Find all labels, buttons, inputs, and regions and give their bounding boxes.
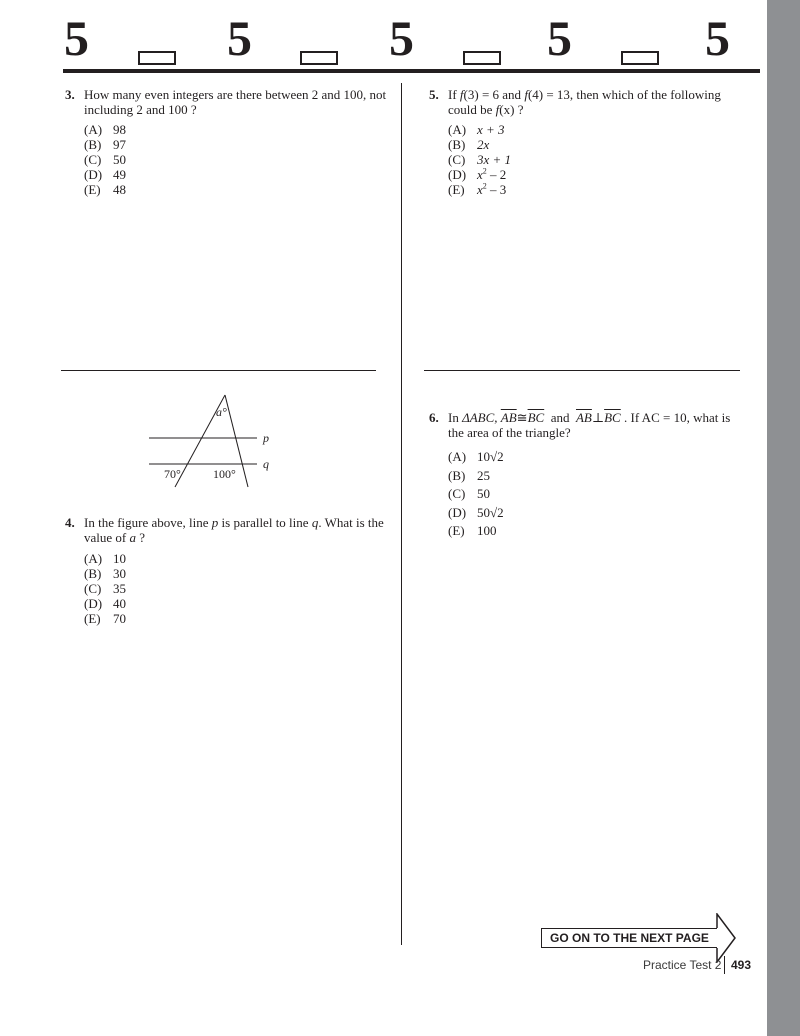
choice-value: 30 xyxy=(113,566,126,581)
next-page-banner: GO ON TO THE NEXT PAGE xyxy=(541,928,718,948)
answer-choice[interactable] xyxy=(84,137,126,152)
choice-label: (C) xyxy=(448,486,466,501)
choice-value: 25 xyxy=(477,467,490,483)
question-divider xyxy=(61,370,376,371)
section-digit: 5 xyxy=(389,10,414,66)
answer-choices xyxy=(448,448,504,541)
choice-label: (C) xyxy=(448,152,466,167)
choice-label: (A) xyxy=(84,122,103,137)
choice-value: x + 3 xyxy=(477,122,505,137)
choice-value: 97 xyxy=(113,137,126,152)
answer-choices xyxy=(84,551,126,626)
line-q-label: q xyxy=(263,457,269,471)
answer-choice[interactable] xyxy=(448,522,504,541)
arrow-right-icon xyxy=(716,913,738,963)
question-text: In ΔABC, $\overline{AB}≅\overline{BC}$ and $\overline{AB}\perp\overline{BC}$ . If AC = 10, what is xyxy=(448,410,731,425)
choice-value: $x^2 - 3$ xyxy=(477,181,507,197)
line-p-label: p xyxy=(263,431,269,445)
answer-choices xyxy=(84,122,126,197)
answer-choice[interactable] xyxy=(84,182,126,197)
question-text: How many even integers are there between 2 and 100, not xyxy=(84,87,387,102)
answer-choices xyxy=(448,122,511,197)
answer-choice[interactable] xyxy=(448,137,511,152)
choice-label: (C) xyxy=(84,581,102,596)
answer-choice[interactable] xyxy=(84,596,126,611)
choice-value: 50 xyxy=(477,486,490,501)
choice-value: 3x + 1 xyxy=(477,152,512,167)
choice-label: (B) xyxy=(84,566,102,581)
choice-value: 98 xyxy=(113,122,126,137)
choice-value: 10 xyxy=(113,551,126,566)
question-number: 3. xyxy=(65,87,75,102)
choice-value: $x^2 - 2$ xyxy=(477,166,507,182)
question-text: If f(3) = 6 and f(4) = 13, then which of the following xyxy=(448,87,721,102)
choice-label: (E) xyxy=(448,182,465,197)
choice-value: 49 xyxy=(113,167,126,182)
section-box xyxy=(300,51,338,65)
choice-label: (B) xyxy=(448,137,466,152)
choice-label: (B) xyxy=(448,467,466,483)
answer-choice[interactable] xyxy=(448,167,511,182)
test-name: Practice Test 2 xyxy=(643,958,722,972)
answer-choice[interactable] xyxy=(84,566,126,581)
choice-label: (E) xyxy=(84,611,101,626)
choice-label: (D) xyxy=(448,167,467,182)
question-text: including 2 and 100 ? xyxy=(84,102,197,117)
page-number: 493 xyxy=(731,958,752,972)
angle-a-label: a° xyxy=(216,405,227,419)
section-digit: 5 xyxy=(64,10,89,66)
header-rule xyxy=(63,69,760,73)
question-divider xyxy=(424,370,740,371)
choice-value: 40 xyxy=(113,596,126,611)
choice-value: 10√2 xyxy=(477,449,504,464)
choice-value: 2x xyxy=(477,137,490,152)
question-text: could be f(x) ? xyxy=(448,102,524,117)
choice-value: 100 xyxy=(477,523,497,538)
question-number: 6. xyxy=(429,410,439,425)
choice-value: 48 xyxy=(113,182,126,197)
section-box xyxy=(621,51,659,65)
answer-choice[interactable] xyxy=(84,611,126,626)
choice-label: (E) xyxy=(448,523,465,538)
choice-label: (D) xyxy=(84,596,103,611)
angle-70-label: 70° xyxy=(164,467,181,481)
column-divider xyxy=(401,83,402,945)
choice-value: 35 xyxy=(113,581,126,596)
answer-choice[interactable] xyxy=(84,122,126,137)
choice-label: (A) xyxy=(448,449,467,464)
section-digit: 5 xyxy=(227,10,252,66)
answer-choice[interactable] xyxy=(448,152,511,167)
choice-label: (A) xyxy=(84,551,103,566)
question-number: 5. xyxy=(429,87,439,102)
choice-label: (D) xyxy=(84,167,103,182)
answer-choice[interactable] xyxy=(448,448,504,467)
answer-choice[interactable] xyxy=(448,122,511,137)
answer-choice[interactable] xyxy=(448,182,511,197)
answer-choice[interactable] xyxy=(84,152,126,167)
section-box xyxy=(138,51,176,65)
answer-choice[interactable] xyxy=(448,485,504,504)
section-digit: 5 xyxy=(547,10,572,66)
angle-100-label: 100° xyxy=(213,467,236,481)
choice-label: (D) xyxy=(448,504,467,520)
choice-label: (C) xyxy=(84,152,102,167)
answer-choice[interactable] xyxy=(84,551,126,566)
choice-label: (E) xyxy=(84,182,101,197)
section-digit: 5 xyxy=(705,10,730,66)
answer-choice[interactable] xyxy=(448,467,504,486)
choice-value: 50 xyxy=(113,152,126,167)
answer-choice[interactable] xyxy=(448,504,504,523)
question-number: 4. xyxy=(65,515,75,530)
parallel-lines-figure xyxy=(140,392,280,492)
choice-label: (B) xyxy=(84,137,102,152)
section-box xyxy=(463,51,501,65)
footer-separator xyxy=(724,956,725,974)
answer-choice[interactable] xyxy=(84,167,126,182)
choice-value: 50√2 xyxy=(477,504,504,520)
side-tab xyxy=(767,0,800,1036)
choice-label: (A) xyxy=(448,122,467,137)
question-text: the area of the triangle? xyxy=(448,425,571,440)
choice-value: 70 xyxy=(113,611,126,626)
question-text: value of a ? xyxy=(84,530,146,545)
answer-choice[interactable] xyxy=(84,581,126,596)
question-text: In the figure above, line p is parallel to line q. What is the xyxy=(84,515,384,530)
